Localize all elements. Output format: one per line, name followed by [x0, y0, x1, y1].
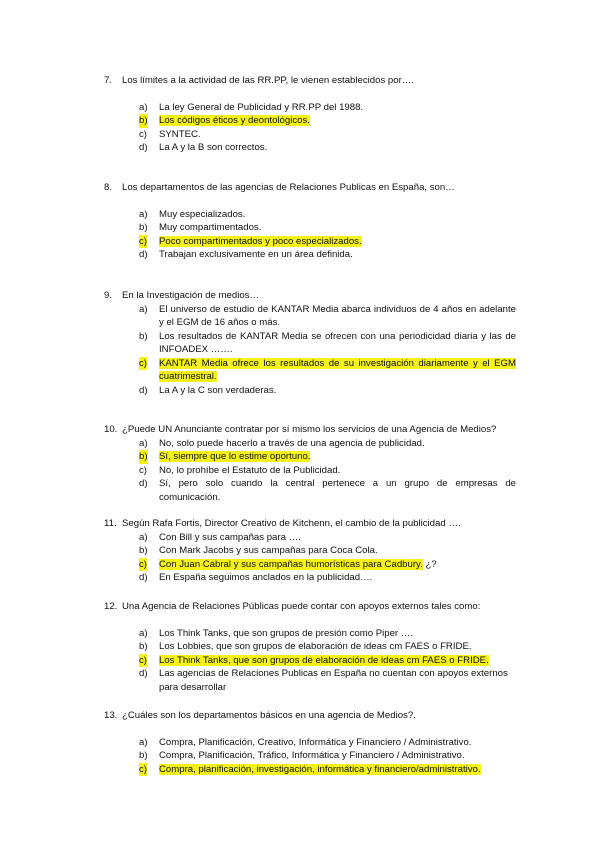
option-letter: d) — [139, 478, 148, 489]
option-d — [139, 141, 516, 155]
option-d — [139, 571, 516, 585]
question-number: 12. — [104, 601, 118, 612]
option-a — [139, 208, 516, 222]
option-c — [139, 128, 516, 142]
option-text-highlighted: Los códigos éticos y deontológicos. — [159, 115, 310, 126]
option-text: Sí, pero solo cuando la central pertenece a un grupo de empresas de comunicación. — [159, 478, 516, 503]
answer-options — [139, 736, 516, 777]
question-9 — [104, 289, 516, 397]
option-b — [139, 640, 516, 654]
option-text: Las agencias de Relaciones Publicas en España no cuentan con apoyos externos para desarrollar — [159, 668, 508, 693]
option-text: Los Lobbies, que son grupos de elaboración de ideas cm FAES o FRIDE. — [159, 641, 472, 652]
option-b — [139, 749, 516, 763]
option-text: No, solo puede hacerlo a través de una agencia de publicidad. — [159, 437, 425, 449]
answer-options — [139, 303, 516, 398]
question-text: Según Rafa Fortis, Director Creativo de Kitchenn, el cambio de la publicidad …. — [122, 518, 461, 529]
option-text-highlighted: Con Juan Cabral y sus campañas humorísticas para Cadbury. — [159, 558, 423, 570]
answer-options — [139, 627, 516, 695]
option-text: Compra, Planificación, Tráfico, Informática y Financiero / Administrativo. — [159, 750, 465, 761]
question-title — [104, 181, 516, 195]
option-text: No, lo prohíbe el Estatuto de la Publicidad. — [159, 464, 341, 476]
question-13 — [104, 709, 516, 776]
question-title — [104, 709, 516, 723]
option-text-highlighted: Sí, siempre que lo estime oportuno. — [159, 451, 311, 462]
option-text-highlighted: Poco compartimentados y poco especializados. — [159, 235, 362, 247]
option-text-highlighted: Los Think Tanks, que son grupos de elaboración de ideas cm FAES o FRIDE. — [159, 654, 489, 666]
question-number: 11. — [104, 518, 117, 529]
option-text: En España seguimos anclados en la publicidad…. — [159, 572, 373, 583]
option-letter: d) — [139, 572, 148, 583]
option-text: Muy compartimentados. — [159, 222, 262, 233]
question-number: 9. — [104, 290, 113, 301]
question-text: ¿Cuáles son los departamentos básicos en una agencia de Medios?. — [122, 710, 416, 721]
option-letter: b) — [139, 451, 148, 462]
question-7 — [104, 74, 516, 155]
question-8 — [104, 181, 516, 262]
question-text: En la Investigación de medios… — [122, 290, 260, 301]
question-text: Los departamentos de las agencias de Relaciones Publicas en España, son… — [122, 182, 455, 193]
option-b — [139, 330, 516, 357]
question-number: 7. — [104, 75, 113, 86]
option-a — [139, 531, 516, 545]
option-d — [139, 248, 516, 262]
option-letter: b) — [139, 750, 148, 761]
option-letter: b) — [139, 222, 148, 233]
option-c — [139, 357, 516, 384]
question-title — [104, 517, 516, 531]
option-letter: c) — [139, 464, 147, 476]
option-letter: d) — [139, 249, 148, 260]
option-b — [139, 114, 516, 128]
option-letter: b) — [139, 641, 148, 652]
option-letter: d) — [139, 384, 148, 396]
answer-options — [139, 208, 516, 262]
option-letter: a) — [139, 101, 148, 113]
option-text: El universo de estudio de KANTAR Media abarca individuos de 4 años en adelante y el EGM de 16 años o más. — [159, 303, 516, 328]
option-text: Los resultados de KANTAR Media se ofrecen con una periodicidad diaria y las de INFOADEX ……. — [159, 330, 516, 355]
option-letter: c) — [139, 357, 147, 369]
question-10 — [104, 423, 516, 504]
option-text: SYNTEC. — [159, 128, 201, 140]
option-c — [139, 558, 516, 572]
question-title — [104, 423, 516, 437]
option-letter: d) — [139, 668, 148, 679]
option-letter: b) — [139, 545, 148, 556]
option-text: Con Mark Jacobs y sus campañas para Coca Cola. — [159, 545, 378, 556]
option-text: Compra, Planificación, Creativo, Informática y Financiero / Administrativo. — [159, 736, 472, 748]
option-text: Con Bill y sus campañas para …. — [159, 531, 301, 543]
option-text: La A y la C son verdaderas. — [159, 384, 277, 396]
option-b — [139, 544, 516, 558]
answer-options — [139, 101, 516, 155]
option-letter: a) — [139, 627, 148, 639]
option-suffix: ¿? — [422, 558, 437, 570]
question-number: 8. — [104, 182, 113, 193]
answer-options — [139, 531, 516, 585]
question-text: Los límites a la actividad de las RR.PP, le vienen establecidos por…. — [122, 75, 415, 86]
option-text: La A y la B son correctos. — [159, 142, 268, 153]
option-letter: c) — [139, 654, 147, 666]
option-d — [139, 477, 516, 504]
option-text: Muy especializados. — [159, 208, 246, 220]
question-number: 13. — [104, 710, 118, 721]
option-letter: b) — [139, 330, 148, 342]
option-letter: b) — [139, 115, 148, 126]
option-letter: a) — [139, 531, 148, 543]
question-number: 10. — [104, 424, 118, 435]
option-letter: c) — [139, 763, 147, 775]
option-c — [139, 654, 516, 668]
option-a — [139, 101, 516, 115]
question-title — [104, 74, 516, 88]
question-text: Una Agencia de Relaciones Públicas puede contar con apoyos externos tales como: — [122, 601, 481, 612]
option-d — [139, 667, 516, 694]
option-letter: d) — [139, 142, 148, 153]
question-title — [104, 289, 516, 303]
question-11 — [104, 517, 516, 585]
question-12 — [104, 600, 516, 694]
option-letter: a) — [139, 208, 148, 220]
option-text: La ley General de Publicidad y RR.PP del 1988. — [159, 101, 364, 113]
question-text: ¿Puede UN Anunciante contratar por sí mismo los servicios de una Agencia de Medios? — [122, 424, 497, 435]
option-c — [139, 235, 516, 249]
option-text-highlighted: KANTAR Media ofrece los resultados de su investigación diariamente y el EGM cuatrimestral. — [159, 357, 516, 382]
option-text: Trabajan exclusivamente en un área definida. — [159, 249, 353, 260]
option-letter: c) — [139, 235, 147, 247]
option-text: Los Think Tanks, que son grupos de presión como Piper …. — [159, 627, 414, 639]
option-b — [139, 221, 516, 235]
answer-options — [139, 437, 516, 505]
option-b — [139, 450, 516, 464]
option-letter: a) — [139, 437, 148, 449]
option-a — [139, 627, 516, 641]
option-a — [139, 736, 516, 750]
option-a — [139, 303, 516, 330]
option-letter: c) — [139, 128, 147, 140]
option-letter: a) — [139, 303, 148, 315]
option-c — [139, 763, 516, 777]
option-d — [139, 384, 516, 398]
option-letter: a) — [139, 736, 148, 748]
option-letter: c) — [139, 558, 147, 570]
option-a — [139, 437, 516, 451]
question-title — [104, 600, 516, 614]
option-c — [139, 464, 516, 478]
option-text-highlighted: Compra, planificación, investigación, informática y financiero/administrativo. — [159, 763, 481, 775]
